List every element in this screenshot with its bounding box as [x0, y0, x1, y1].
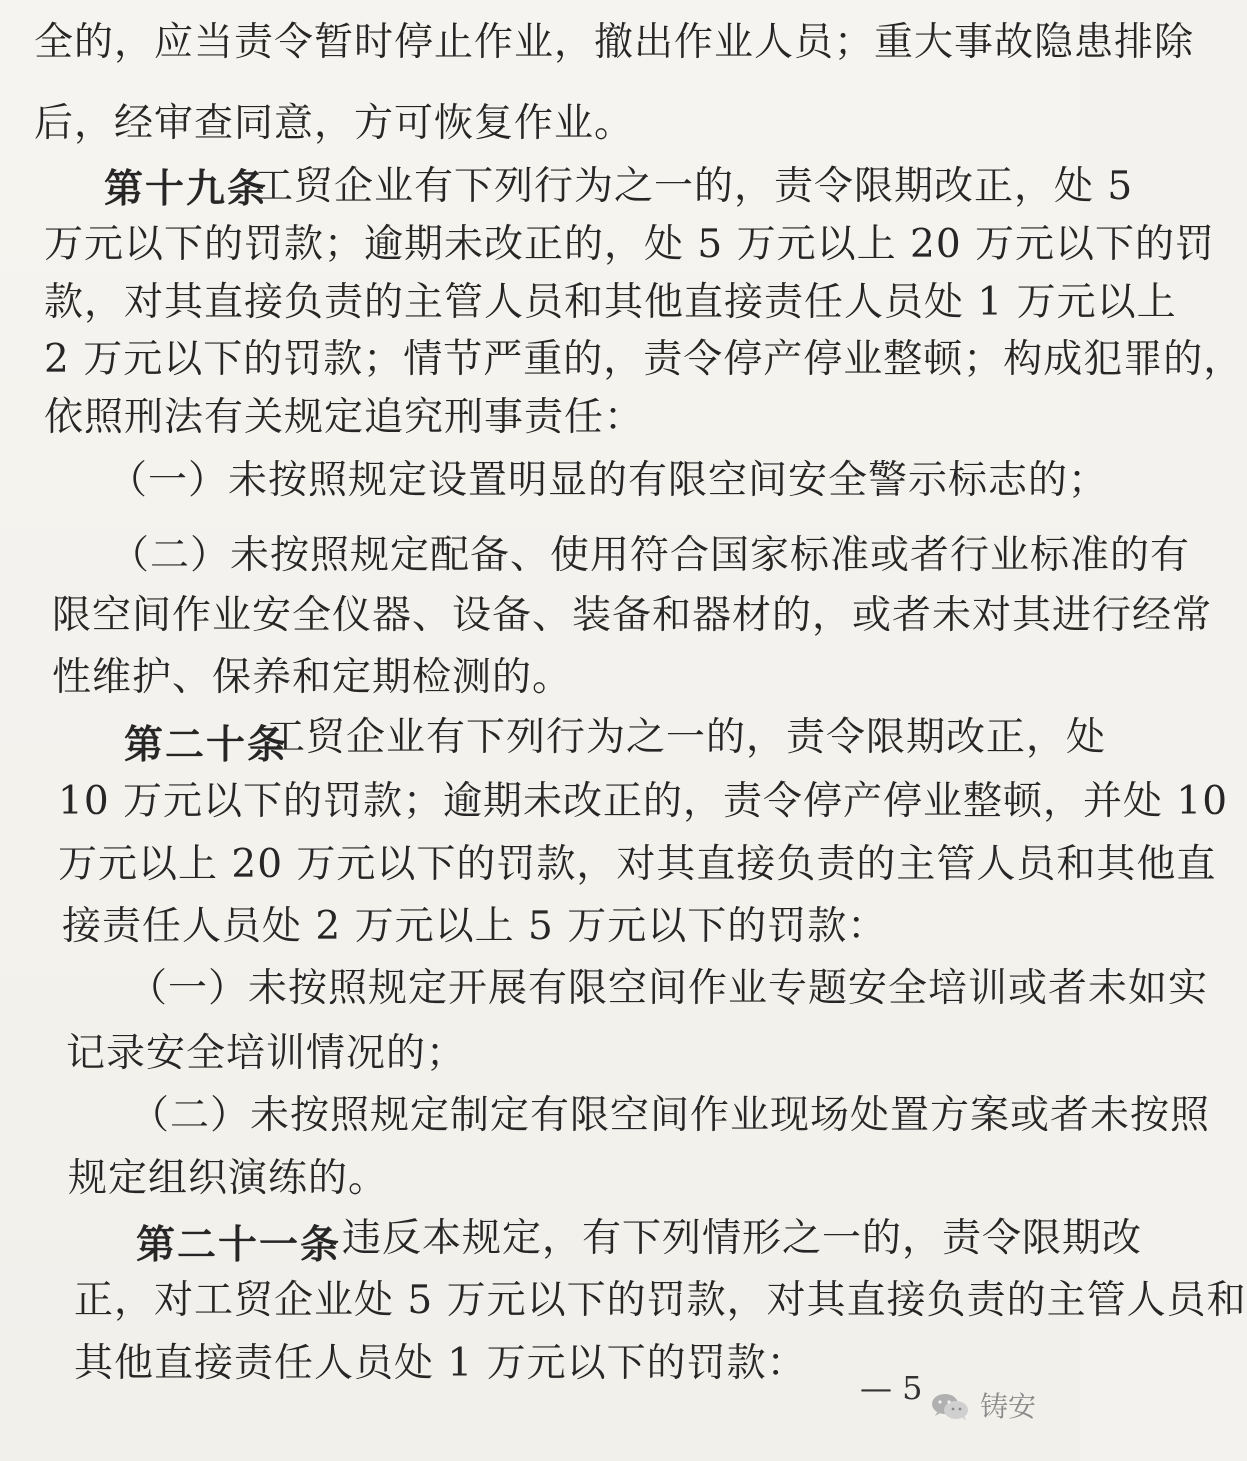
- text-line-18: （二）未按照规定制定有限空间作业现场处置方案或者未按照: [130, 1093, 1211, 1138]
- text-line-8: （一）未按照规定设置明显的有限空间安全警示标志的；: [108, 458, 1109, 503]
- watermark: [930, 1387, 1050, 1427]
- article-21-heading: 第二十一条: [136, 1222, 342, 1268]
- text-line-2: 后，经审查同意，方可恢复作业。: [34, 101, 635, 146]
- text-line-3: 工贸企业有下列行为之一的，责令限期改正，处 5: [254, 164, 1134, 209]
- text-line-21: 正，对工贸企业处 5 万元以下的罚款，对其直接负责的主管人员和: [74, 1278, 1247, 1323]
- text-line-14: 万元以上 20 万元以下的罚款，对其直接负责的主管人员和其他直: [58, 842, 1217, 887]
- article-19-heading: 第十九条: [104, 166, 269, 212]
- text-line-6: 2 万元以下的罚款；情节严重的，责令停产停业整顿；构成犯罪的，: [44, 337, 1244, 382]
- text-line-1: 全的，应当责令暂时停止作业，撤出作业人员；重大事故隐患排除: [34, 20, 1195, 65]
- text-line-19: 规定组织演练的。: [68, 1156, 389, 1201]
- text-line-15: 接责任人员处 2 万元以上 5 万元以下的罚款：: [62, 904, 888, 949]
- text-line-17: 记录安全培训情况的；: [66, 1031, 467, 1076]
- page-number: — 5: [860, 1369, 923, 1407]
- wechat-icon: [930, 1390, 972, 1424]
- text-line-4: 万元以下的罚款；逾期未改正的，处 5 万元以上 20 万元以下的罚: [44, 222, 1216, 267]
- text-line-5: 款，对其直接负责的主管人员和其他直接责任人员处 1 万元以上: [44, 280, 1177, 325]
- text-line-9: （二）未按照规定配备、使用符合国家标准或者行业标准的有: [110, 533, 1191, 578]
- text-line-22: 其他直接责任人员处 1 万元以下的罚款：: [74, 1341, 807, 1386]
- text-line-10: 限空间作业安全仪器、设备、装备和器材的，或者未对其进行经常: [52, 593, 1213, 638]
- text-line-11: 性维护、保养和定期检测的。: [52, 655, 573, 700]
- article-20-heading: 第二十条: [124, 722, 289, 768]
- text-line-7: 依照刑法有关规定追究刑事责任：: [44, 395, 645, 440]
- text-line-20: 违反本规定，有下列情形之一的，责令限期改: [342, 1216, 1143, 1261]
- text-line-12: 工贸企业有下列行为之一的，责令限期改正，处: [266, 715, 1107, 760]
- text-line-16: （一）未按照规定开展有限空间作业专题安全培训或者未如实: [128, 966, 1209, 1011]
- watermark-label: 铸安: [980, 1390, 1037, 1423]
- text-line-13: 10 万元以下的罚款；逾期未改正的，责令停产停业整顿，并处 10: [58, 779, 1229, 824]
